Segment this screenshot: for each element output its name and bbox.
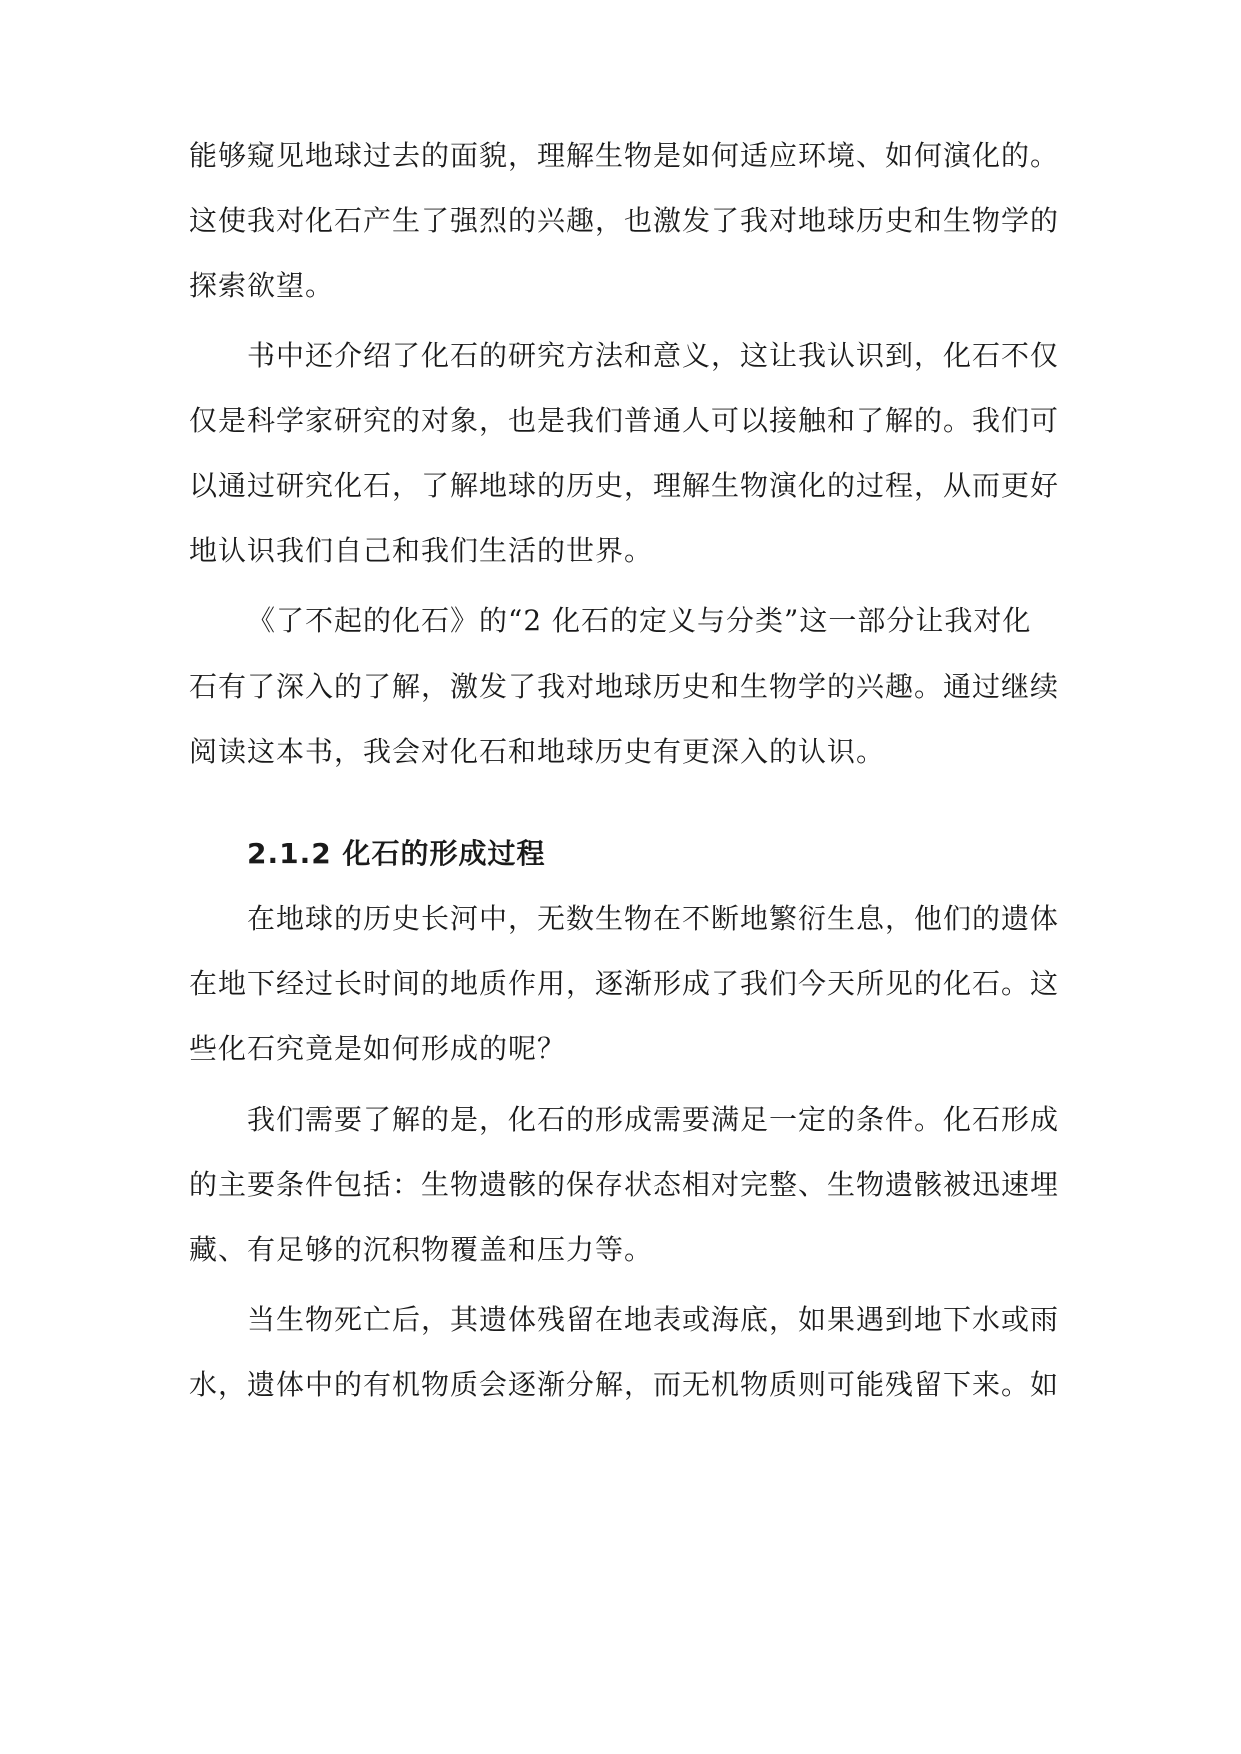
text-line: 的主要条件包括：生物遗骸的保存状态相对完整、生物遗骸被迅速埋: [189, 1168, 1060, 1201]
text-line: 些化石究竟是如何形成的呢？: [189, 1032, 567, 1065]
text-line: 我们需要了解的是，化石的形成需要满足一定的条件。化石形成: [247, 1103, 1060, 1136]
text-line: 藏、有足够的沉积物覆盖和压力等。: [189, 1233, 654, 1266]
text-line: 能够窥见地球过去的面貌，理解生物是如何适应环境、如何演化的。: [189, 139, 1060, 172]
text-line: 在地球的历史长河中，无数生物在不断地繁衍生息，他们的遗体: [247, 902, 1060, 935]
text-line: 《了不起的化石》的“2 化石的定义与分类”这一部分让我对化: [247, 604, 1032, 637]
text-line: 以通过研究化石，了解地球的历史，理解生物演化的过程，从而更好: [189, 469, 1060, 502]
text-line: 这使我对化石产生了强烈的兴趣，也激发了我对地球历史和生物学的: [189, 204, 1060, 237]
text-line: 当生物死亡后，其遗体残留在地表或海底，如果遇到地下水或雨: [247, 1303, 1060, 1336]
text-line: 水，遗体中的有机物质会逐渐分解，而无机物质则可能残留下来。如: [189, 1368, 1060, 1401]
text-line: 在地下经过长时间的地质作用，逐渐形成了我们今天所见的化石。这: [189, 967, 1060, 1000]
text-line: 石有了深入的了解，激发了我对地球历史和生物学的兴趣。通过继续: [189, 670, 1060, 703]
text-line: 阅读这本书，我会对化石和地球历史有更深入的认识。: [189, 735, 886, 768]
section-heading: 2.1.2 化石的形成过程: [247, 837, 546, 870]
text-line: 探索欲望。: [189, 269, 335, 302]
text-line: 地认识我们自己和我们生活的世界。: [189, 534, 654, 567]
text-line: 书中还介绍了化石的研究方法和意义，这让我认识到，化石不仅: [247, 339, 1060, 372]
text-line: 仅是科学家研究的对象，也是我们普通人可以接触和了解的。我们可: [189, 404, 1060, 437]
